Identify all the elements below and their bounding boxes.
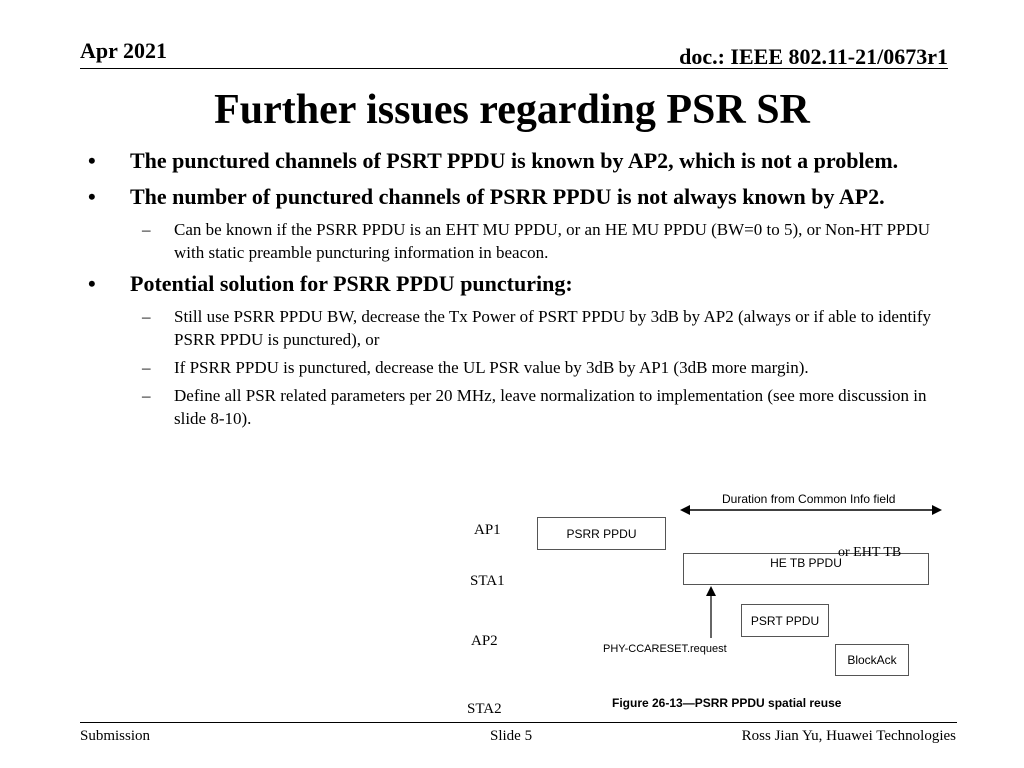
bullet-text: The punctured channels of PSRT PPDU is known by AP2, which is not a problem. xyxy=(130,148,899,173)
ccareset-arrow xyxy=(704,586,718,638)
duration-arrow xyxy=(680,503,942,517)
sub-bullet-item: – Still use PSRR PPDU BW, decrease the Tx Power of PSRT PPDU by 3dB by AP2 (always or if able to identify PSRR PPDU is punctured), or xyxy=(142,307,932,349)
bullet-item: • Potential solution for PSRR PPDU puncturing: xyxy=(88,271,573,296)
footer-slide-number: Slide 5 xyxy=(490,728,533,744)
bullet-text: Still use PSRR PPDU BW, decrease the Tx Power of PSRT PPDU by 3dB by AP2 (always or if able to identify PSRR PPDU is punctured), or xyxy=(174,307,932,349)
he-tb-ppdu-box: HE TB PPDU xyxy=(683,553,929,585)
bullet-item: • The number of punctured channels of PSRR PPDU is not always known by AP2. xyxy=(88,184,885,209)
header-rule xyxy=(80,68,948,69)
figure-caption: Figure 26-13—PSRR PPDU spatial reuse xyxy=(612,696,842,710)
sub-bullet-item: – If PSRR PPDU is punctured, decrease the UL PSR value by 3dB by AP1 (3dB more margin). xyxy=(142,358,809,377)
bullet-text: Can be known if the PSRR PPDU is an EHT MU PPDU, or an HE MU PPDU (BW=0 to 5), or Non-HT PPDU with static preamble puncturing information in beacon. xyxy=(174,220,931,262)
slide-title: Further issues regarding PSR SR xyxy=(214,87,810,133)
sub-bullet-item: – Can be known if the PSRR PPDU is an EHT MU PPDU, or an HE MU PPDU (BW=0 to 5), or Non-HT PPDU with static preamble puncturing information in beacon. xyxy=(142,220,931,262)
bullet-text: Define all PSR related parameters per 20 MHz, leave normalization to implementation (see more discussion in slide 8-10). xyxy=(174,386,927,428)
footer-submission: Submission xyxy=(80,728,151,744)
blockack-box: BlockAck xyxy=(835,644,909,676)
row-label-ap2: AP2 xyxy=(471,633,498,649)
psrr-ppdu-box: PSRR PPDU xyxy=(537,517,666,550)
bullet-item: • The punctured channels of PSRT PPDU is known by AP2, which is not a problem. xyxy=(88,148,899,173)
psrt-ppdu-box: PSRT PPDU xyxy=(741,604,829,637)
or-eht-tb-label: or EHT TB xyxy=(838,545,902,560)
footer-rule xyxy=(80,722,957,723)
bullet-list xyxy=(88,146,938,435)
row-label-sta2: STA2 xyxy=(467,701,502,717)
bullet-text: Potential solution for PSRR PPDU puncturing: xyxy=(130,271,573,296)
duration-label: Duration from Common Info field xyxy=(722,492,896,506)
header-doc-id: doc.: IEEE 802.11-21/0673r1 xyxy=(679,44,948,69)
sub-bullet-item: – Define all PSR related parameters per 20 MHz, leave normalization to implementation (see more discussion in slide 8-10). xyxy=(142,386,927,428)
header-date: Apr 2021 xyxy=(80,38,167,63)
bullet-text: The number of punctured channels of PSRR PPDU is not always known by AP2. xyxy=(130,184,885,209)
bullet-text: If PSRR PPDU is punctured, decrease the UL PSR value by 3dB by AP1 (3dB more margin). xyxy=(174,358,809,377)
row-label-sta1: STA1 xyxy=(470,573,505,589)
footer-author: Ross Jian Yu, Huawei Technologies xyxy=(741,728,956,744)
ccareset-label: PHY-CCARESET.request xyxy=(603,643,727,655)
row-label-ap1: AP1 xyxy=(474,522,501,538)
